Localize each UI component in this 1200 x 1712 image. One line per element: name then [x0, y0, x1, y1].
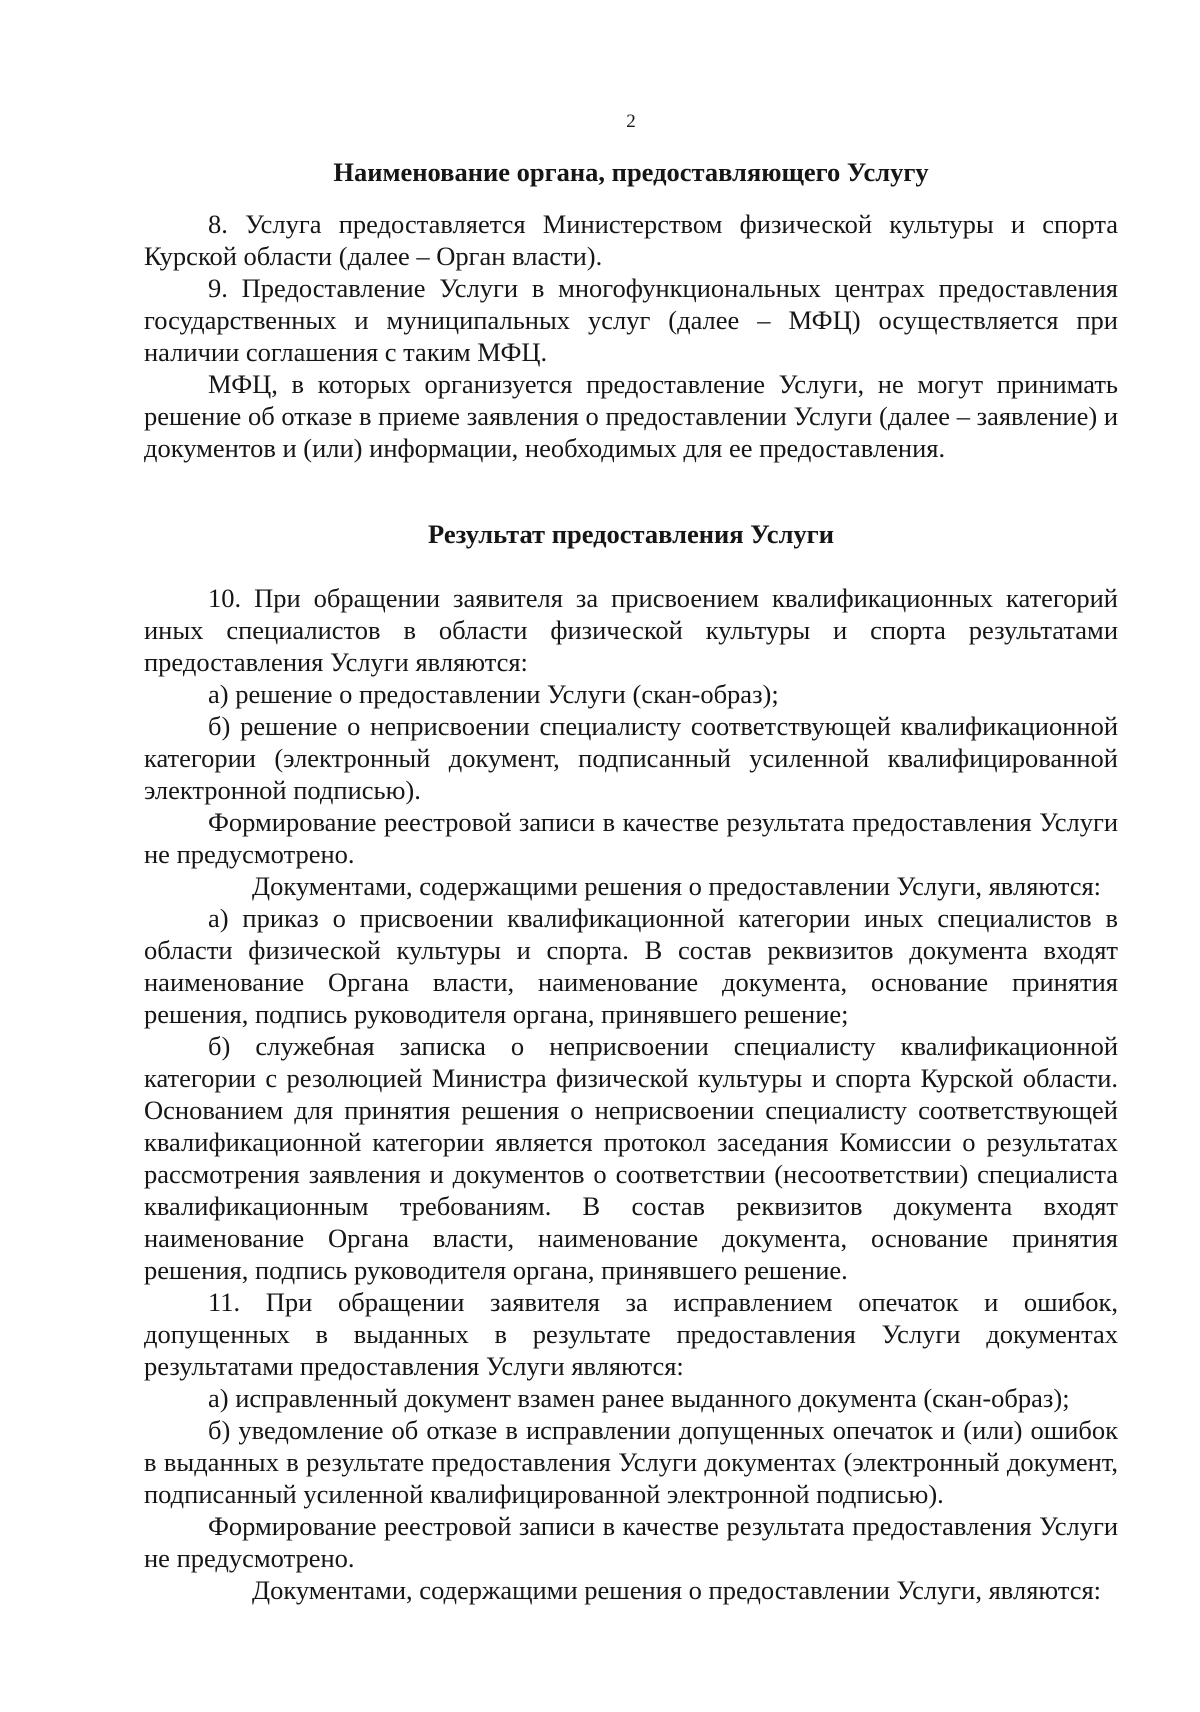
paragraph: Документами, содержащими решения о предоставлении Услуги, являются:: [252, 871, 1102, 901]
paragraph: 10. При обращении заявителя за присвоением квалификационных категорий иных специалистов в области физической культуры и спорта результатами предоставления Услуги являются:: [144, 583, 1118, 677]
section-heading-authority: Наименование органа, предоставляющего Услугу: [333, 157, 929, 187]
paragraph: б) служебная записка о неприсвоении специалисту квалификационной категории с резолюцией Министра физической культуры и спорта Курской области. Основанием для принятия решения о неприсвоении специалисту соответствующей квалификационной категории является протокол заседания Комиссии о результатах рассмотрения заявления и документов о соответствии (несоответствии) специалиста квалификационным требованиям. В состав реквизитов документа входят наименование Органа власти, наименование документа, основание принятия решения, подпись руководителя органа, принявшего решение.: [144, 1031, 1118, 1285]
paragraph: МФЦ, в которых организуется предоставление Услуги, не могут принимать решение об отказе в приеме заявления о предоставлении Услуги (далее – заявление) и документов и (или) информации, необходимых для ее предоставления.: [144, 369, 1118, 463]
paragraph: б) решение о неприсвоении специалисту соответствующей квалификационной категории (электронный документ, подписанный усиленной квалифицированной электронной подписью).: [144, 711, 1118, 805]
paragraph: 11. При обращении заявителя за исправлением опечаток и ошибок, допущенных в выданных в результате предоставления Услуги документах результатами предоставления Услуги являются:: [144, 1287, 1118, 1381]
paragraph: Формирование реестровой записи в качестве результата предоставления Услуги не предусмотрено.: [144, 807, 1118, 869]
paragraph: 9. Предоставление Услуги в многофункциональных центрах предоставления государственных и муниципальных услуг (далее – МФЦ) осуществляется при наличии соглашения с таким МФЦ.: [144, 273, 1118, 367]
document-page: [144, 110, 1118, 1606]
paragraph: а) приказ о присвоении квалификационной категории иных специалистов в области физической культуры и спорта. В состав реквизитов документа входят наименование Органа власти, наименование документа, основание принятия решения, подпись руководителя органа, принявшего решение;: [144, 903, 1118, 1029]
paragraph: б) уведомление об отказе в исправлении допущенных опечаток и (или) ошибок в выданных в результате предоставления Услуги документах (электронный документ, подписанный усиленной квалифицированной электронной подписью).: [144, 1415, 1118, 1509]
paragraph: а) решение о предоставлении Услуги (скан-образ);: [208, 679, 779, 709]
paragraph: Документами, содержащими решения о предоставлении Услуги, являются:: [252, 1575, 1102, 1605]
paragraph: Формирование реестровой записи в качестве результата предоставления Услуги не предусмотрено.: [144, 1511, 1118, 1573]
paragraph: а) исправленный документ взамен ранее выданного документа (скан-образ);: [208, 1383, 1070, 1413]
paragraph: 8. Услуга предоставляется Министерством физической культуры и спорта Курской области (далее – Орган власти).: [144, 209, 1118, 271]
page-number: 2: [626, 111, 636, 132]
section-heading-result: Результат предоставления Услуги: [428, 519, 834, 549]
